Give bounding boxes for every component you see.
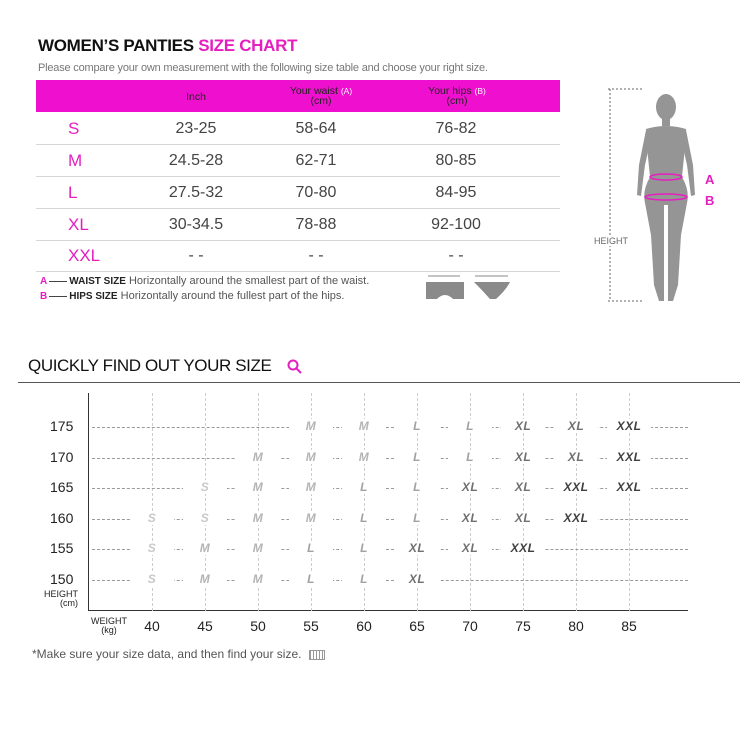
size-mark-l: L — [395, 419, 439, 433]
cell-waist: 62-71 — [295, 152, 337, 169]
legend-letter: B — [40, 291, 48, 302]
size-mark-l: L — [395, 511, 439, 525]
section-title-text: QUICKLY FIND OUT YOUR SIZE — [28, 356, 272, 375]
size-mark-m: M — [236, 541, 280, 555]
cell-inch: 30-34.5 — [168, 216, 224, 233]
cell-size: S — [68, 119, 80, 138]
x-tick-label: 65 — [409, 618, 425, 634]
legend-letter: A — [40, 276, 48, 287]
legend-name: HIPS SIZE — [69, 291, 118, 302]
x-tick-label: 40 — [144, 618, 160, 634]
header-waist-label: Your waist — [289, 85, 338, 97]
size-mark-xxl: XXL — [501, 541, 545, 555]
size-mark-l: L — [448, 450, 492, 464]
cell-hips: 80-85 — [435, 152, 477, 169]
size-mark-xl: XL — [554, 419, 598, 433]
x-axis-title — [86, 617, 132, 635]
table-row — [36, 113, 560, 145]
x-axis — [88, 610, 688, 611]
header-hips-label: Your hips — [428, 85, 472, 97]
y-axis — [88, 393, 89, 611]
y-tick-label: 175 — [50, 418, 74, 434]
size-mark-xl: XL — [395, 572, 439, 586]
size-mark-s: S — [130, 572, 174, 586]
footnote — [32, 647, 325, 661]
size-mark-m: M — [342, 450, 386, 464]
y-axis-title — [36, 590, 78, 608]
size-mark-l: L — [289, 572, 333, 586]
size-mark-xxl: XXL — [554, 480, 598, 494]
size-mark-m: M — [289, 480, 333, 494]
cell-hips: 76-82 — [435, 120, 477, 137]
legend-waist — [40, 275, 369, 287]
size-mark-m: M — [183, 572, 227, 586]
cell-inch: 24.5-28 — [168, 152, 224, 169]
cell-size: XXL — [68, 246, 101, 265]
grid-hline — [92, 519, 688, 520]
title-accent: SIZE CHART — [198, 36, 298, 55]
size-mark-m: M — [236, 450, 280, 464]
size-mark-xxl: XXL — [607, 480, 651, 494]
size-mark-m: M — [289, 511, 333, 525]
size-mark-s: S — [130, 541, 174, 555]
panties-icon — [420, 272, 515, 306]
y-tick-label: 160 — [50, 510, 74, 526]
size-mark-xxl: XXL — [607, 419, 651, 433]
x-axis-unit: (kg) — [101, 625, 117, 635]
x-tick-label: 60 — [356, 618, 372, 634]
size-mark-m: M — [236, 572, 280, 586]
search-icon — [287, 359, 303, 375]
figure-label-b: B — [705, 193, 715, 208]
header-inch-label: Inch — [186, 91, 206, 103]
x-tick-label: 45 — [197, 618, 213, 634]
x-tick-label: 75 — [515, 618, 531, 634]
legend-name: WAIST SIZE — [69, 276, 126, 287]
size-mark-l: L — [448, 419, 492, 433]
cell-hips: 84-95 — [435, 184, 477, 201]
table-row — [36, 145, 560, 177]
figure-label-a: A — [705, 172, 715, 187]
page-subtitle: Please compare your own measurement with the following size table and choose your right size. — [38, 62, 488, 74]
cell-size: L — [68, 183, 78, 202]
y-tick-label: 155 — [50, 540, 74, 556]
header-hips-unit: (cm) — [446, 95, 468, 107]
size-mark-xl: XL — [501, 480, 545, 494]
size-mark-l: L — [395, 480, 439, 494]
header-waist-unit: (cm) — [310, 95, 332, 107]
x-axis-label: WEIGHT — [91, 616, 127, 626]
table-header — [36, 80, 560, 112]
size-mark-l: L — [395, 450, 439, 464]
x-tick-label: 70 — [462, 618, 478, 634]
legend-hips — [40, 290, 344, 302]
page-title — [38, 36, 297, 56]
size-mark-s: S — [183, 480, 227, 494]
table-row — [36, 209, 560, 241]
header-waist-sub: (A) — [340, 86, 353, 96]
cell-hips: - - — [448, 247, 464, 264]
legend-line — [49, 296, 67, 297]
x-tick-label: 85 — [621, 618, 637, 634]
ruler-icon — [309, 650, 325, 660]
size-mark-s: S — [183, 511, 227, 525]
header-hips-sub: (B) — [474, 86, 486, 96]
size-mark-m: M — [236, 480, 280, 494]
grid-hline — [92, 488, 688, 489]
size-mark-m: M — [342, 419, 386, 433]
size-mark-xl: XL — [501, 511, 545, 525]
x-tick-label: 55 — [303, 618, 319, 634]
legend-line — [49, 281, 67, 282]
grid-hline — [92, 458, 688, 459]
size-mark-xl: XL — [501, 419, 545, 433]
section-title — [28, 356, 271, 376]
table-row — [36, 240, 560, 272]
cell-size: XL — [68, 215, 89, 234]
y-tick-label: 165 — [50, 479, 74, 495]
y-axis-label: HEIGHT — [43, 589, 78, 599]
x-tick-label: 80 — [568, 618, 584, 634]
cell-waist: 70-80 — [295, 184, 337, 201]
size-mark-l: L — [342, 511, 386, 525]
size-mark-l: L — [342, 572, 386, 586]
title-main: WOMEN’S PANTIES — [38, 36, 194, 55]
section-divider — [18, 382, 740, 383]
cell-waist: 58-64 — [295, 120, 337, 137]
size-mark-xl: XL — [448, 541, 492, 555]
table-row — [36, 177, 560, 209]
size-mark-xxl: XXL — [607, 450, 651, 464]
size-mark-l: L — [342, 541, 386, 555]
grid-hline — [92, 580, 688, 581]
cell-waist: 78-88 — [295, 216, 337, 233]
size-mark-m: M — [289, 450, 333, 464]
size-mark-m: M — [289, 419, 333, 433]
size-mark-xxl: XXL — [554, 511, 598, 525]
size-mark-xl: XL — [554, 450, 598, 464]
legend-text: Horizontally around the fullest part of the hips. — [120, 290, 345, 302]
cell-inch: 27.5-32 — [168, 184, 224, 201]
grid-hline — [92, 549, 688, 550]
y-axis-unit: (cm) — [60, 598, 78, 608]
size-mark-xl: XL — [395, 541, 439, 555]
x-tick-label: 50 — [250, 618, 266, 634]
y-tick-label: 170 — [50, 449, 74, 465]
size-table — [36, 80, 560, 270]
figure-height-label: HEIGHT — [594, 236, 629, 246]
size-mark-xl: XL — [501, 450, 545, 464]
footnote-text: *Make sure your size data, and then find your size. — [32, 647, 302, 661]
y-tick-label: 150 — [50, 571, 74, 587]
cell-size: M — [68, 151, 83, 170]
size-mark-m: M — [183, 541, 227, 555]
cell-inch: - - — [188, 247, 204, 264]
legend-text: Horizontally around the smallest part of the waist. — [128, 275, 370, 287]
size-mark-s: S — [130, 511, 174, 525]
cell-inch: 23-25 — [175, 120, 217, 137]
size-mark-xl: XL — [448, 480, 492, 494]
size-mark-xl: XL — [448, 511, 492, 525]
grid-hline — [92, 427, 688, 428]
cell-hips: 92-100 — [431, 216, 481, 233]
size-mark-m: M — [236, 511, 280, 525]
size-mark-l: L — [342, 480, 386, 494]
size-mark-l: L — [289, 541, 333, 555]
cell-waist: - - — [308, 247, 324, 264]
